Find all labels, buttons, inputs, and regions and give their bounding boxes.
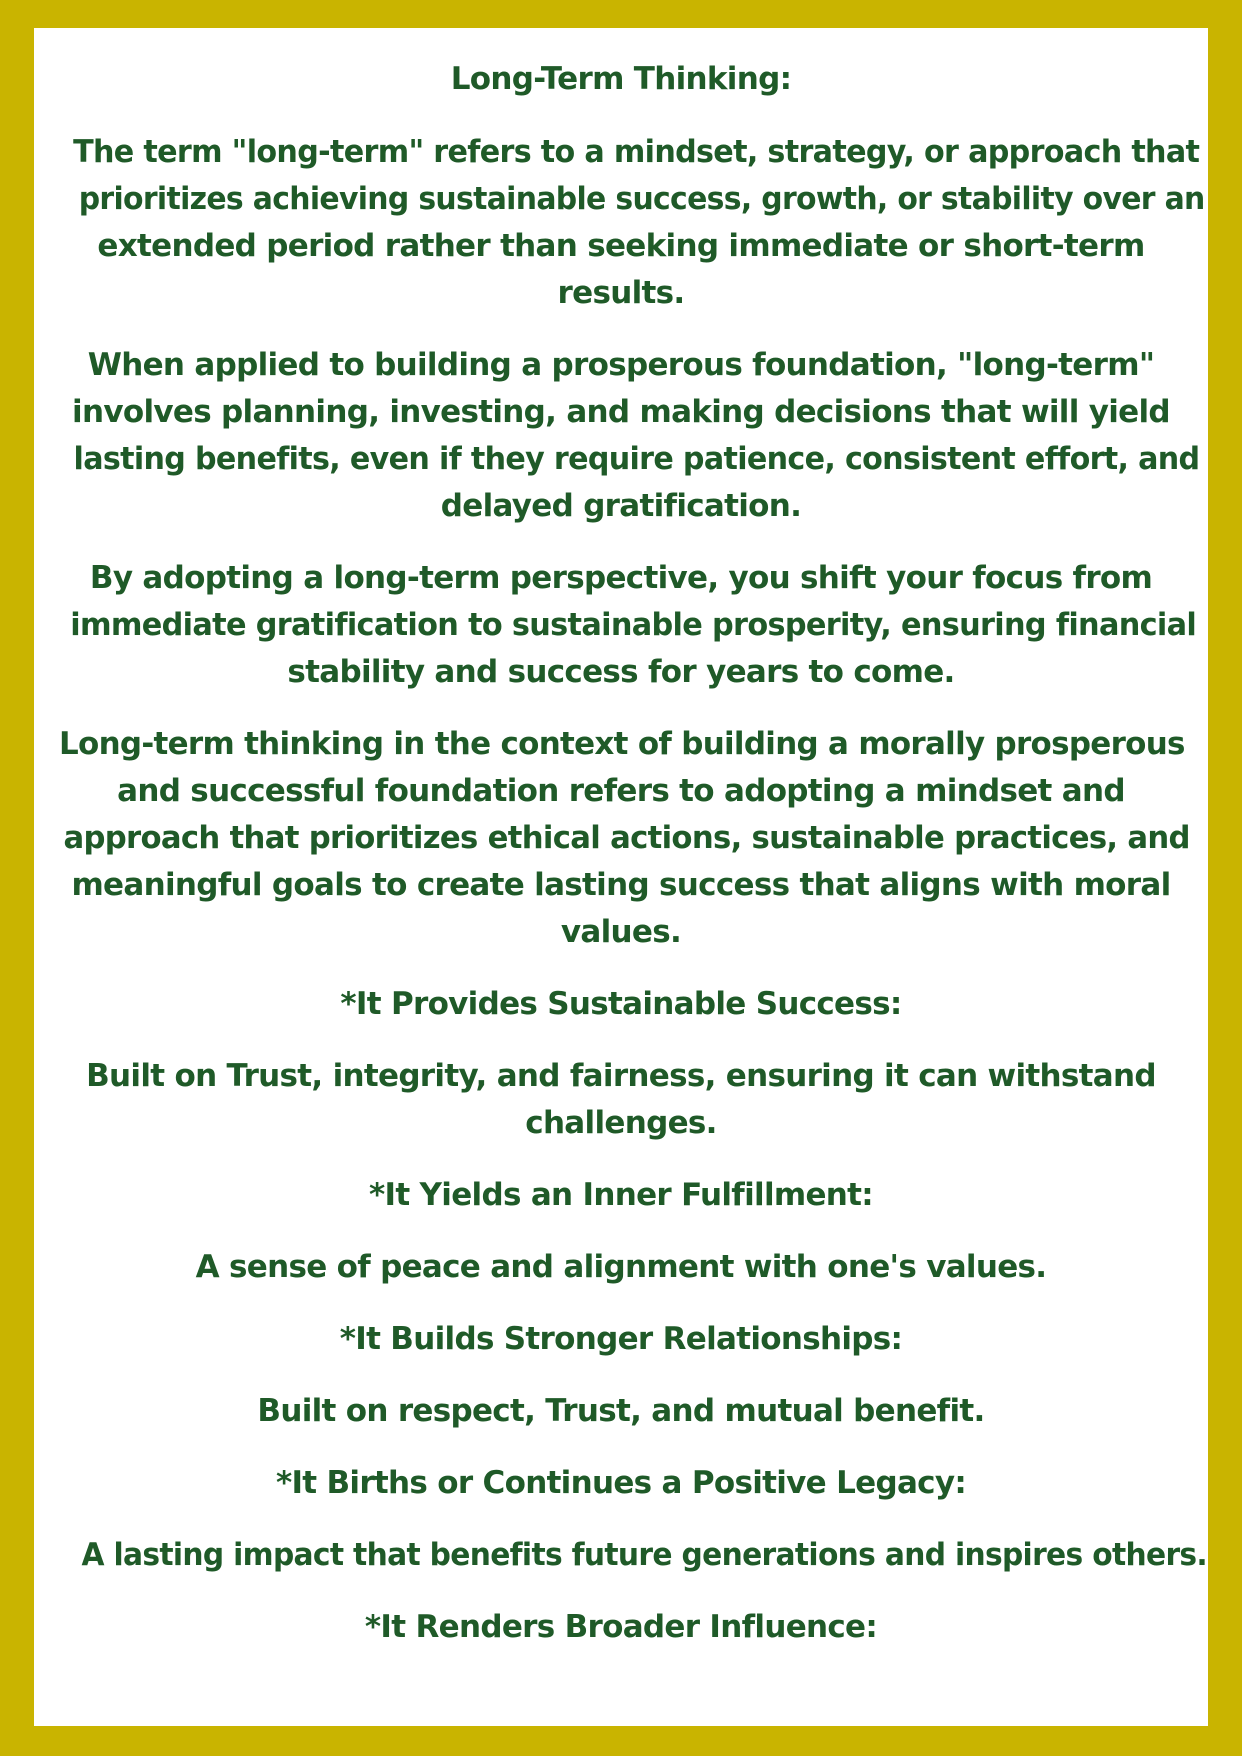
paragraph-line: involves planning, investing, and making decisions that will yield: [72, 394, 1170, 430]
point-text-block: [58, 1053, 1184, 1147]
paragraph-line: delayed gratification.: [440, 488, 802, 524]
page-title: Long-Term Thinking:: [450, 61, 792, 97]
point-heading-block: [58, 1460, 1184, 1507]
point-text: A lasting impact that benefits future generations and inspires others.: [81, 1537, 1208, 1573]
paragraph-line: extended period rather than seeking immediate or short-term: [97, 228, 1145, 264]
point-text: Built on respect, Trust, and mutual benefit.: [257, 1393, 985, 1429]
paragraph-line: immediate gratification to sustainable prosperity, ensuring financial: [70, 607, 1197, 643]
point-text-block: [58, 1244, 1184, 1291]
point-heading: *It Renders Broader Influence:: [364, 1609, 878, 1645]
paragraph-line: approach that prioritizes ethical actions, sustainable practices, and: [63, 820, 1190, 856]
paragraph-line: Long-term thinking in the context of building a morally prosperous: [58, 726, 1185, 762]
point-heading-block: [58, 981, 1184, 1028]
paragraph-line: lasting benefits, even if they require patience, consistent effort, and: [73, 441, 1200, 477]
point-heading-block: [58, 1604, 1184, 1651]
document-page: [34, 28, 1208, 1726]
paragraph-moral-context: [58, 721, 1190, 956]
page-title-block: [58, 56, 1184, 103]
point-text: challenges.: [525, 1105, 717, 1141]
point-heading-block: [58, 1316, 1184, 1363]
point-heading: *It Yields an Inner Fulfillment:: [369, 1177, 873, 1213]
point-text-block: [58, 1532, 1208, 1579]
paragraph-line: The term "long-term" refers to a mindset, strategy, or approach that: [73, 134, 1200, 170]
paragraph-line: meaningful goals to create lasting success that aligns with moral: [71, 867, 1171, 903]
point-heading-block: [58, 1172, 1184, 1219]
paragraph-line: prioritizes achieving sustainable success, growth, or stability over an: [78, 181, 1205, 217]
point-text: A sense of peace and alignment with one's values.: [195, 1249, 1047, 1285]
point-heading: *It Builds Stronger Relationships:: [339, 1321, 903, 1357]
paragraph-definition: [58, 129, 1205, 317]
paragraph-line: When applied to building a prosperous foundation, "long-term": [87, 347, 1155, 383]
paragraph-perspective: [58, 555, 1197, 696]
paragraph-line: and successful foundation refers to adopting a mindset and: [117, 773, 1125, 809]
point-heading: *It Births or Continues a Positive Legacy:: [275, 1465, 967, 1501]
point-text: Built on Trust, integrity, and fairness, ensuring it can withstand: [86, 1058, 1156, 1094]
paragraph-application: [58, 342, 1200, 530]
paragraph-line: results.: [557, 275, 685, 311]
paragraph-line: By adopting a long-term perspective, you shift your focus from: [89, 560, 1153, 596]
point-text-block: [58, 1388, 1184, 1435]
point-heading: *It Provides Sustainable Success:: [340, 986, 902, 1022]
paragraph-line: stability and success for years to come.: [287, 654, 955, 690]
paragraph-line: values.: [560, 914, 682, 950]
